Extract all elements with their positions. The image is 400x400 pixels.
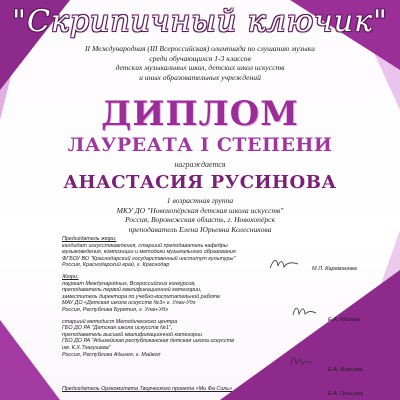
signature-makhova	[290, 303, 318, 319]
laureate-degree: ЛАУРЕАТА I СТЕПЕНИ	[67, 134, 333, 156]
jury-block	[62, 274, 307, 358]
jury-member2-line: им. К.Х.Тхагушева"	[62, 344, 111, 351]
jury-heading: Жюри:	[62, 274, 79, 280]
jury-chair-line: Россия, Краснодарский край, г. Краснодар	[62, 262, 170, 269]
project-title: "Скрипичный ключик"	[12, 4, 388, 39]
jury-member2-line: ГБО ДО РА "Детская школа искусств №1",	[62, 325, 173, 332]
jury-member2-line: старший методист Методического центра	[62, 318, 178, 325]
signature-karamanova	[268, 256, 300, 272]
detail-line: МКУ ДО "Новохопёрская детская школа искусств"	[116, 205, 284, 215]
intro-line: и иных образовательных учреждений	[139, 72, 261, 82]
jury-member2-line: ГБО ДО РА "Адыгейская республиканская детская школа искусств	[62, 338, 234, 345]
intro-line: детских музыкальных школ, детских школ искусств	[115, 63, 285, 73]
jury-chair-line: кандидат искусствоведения, старший преподаватель кафедры	[62, 242, 228, 249]
organizer-line: Председатель Оргкомитета Творческого проекта «Ми Фа Соль»	[62, 386, 233, 392]
jury-member1-line: лауреат Международных, Всероссийских конкурсов,	[62, 280, 196, 287]
signature-firsova	[288, 352, 314, 368]
jury-chair-heading: Председатель жюри:	[62, 236, 117, 242]
diploma-heading: ДИПЛОМ	[101, 94, 299, 134]
detail-line: 1 возрастная группа	[166, 196, 234, 205]
recipient-details	[0, 196, 400, 234]
intro-line: среди обучающихся 1-3 классов	[149, 53, 251, 63]
organizer-signatory: Е.А. Гришина	[328, 391, 364, 397]
detail-line: Россия, Воронежская область, г. Новохопёрск	[124, 215, 276, 225]
organizer-block	[62, 386, 307, 393]
olympiad-description	[0, 44, 400, 82]
member2-signatory: Е.А. Фирсова	[328, 367, 363, 373]
jury-member2-line: преподаватель высшей квалификационной категории	[62, 331, 203, 338]
jury-chair-signatory: М.Л. Караманова	[312, 266, 357, 272]
awarded-label: награждается	[174, 160, 226, 169]
member1-signatory: Е.А. Махова	[328, 317, 360, 323]
intro-line: II Международная (III Всероссийская) олимпиада по слушанию музыки	[85, 44, 315, 53]
jury-chair-line: музыковедения, композиции и методики музыкального образования	[62, 249, 236, 256]
detail-line: преподаватель Елена Юрьевна Колесникова	[128, 224, 272, 234]
jury-member1-line: преподаватель первой квалификационной категории,	[62, 287, 202, 294]
recipient-name: АНАСТАСИЯ РУСИНОВА	[63, 172, 337, 193]
jury-member2-line: Россия, Республика Адыгея, г. Майкоп	[62, 351, 161, 358]
jury-chair-line: ФГБОУ ВО "Краснодарский государственный институт культуры"	[62, 255, 236, 262]
jury-member1-line: заместитель директора по учебно-воспитательной работе	[62, 293, 221, 300]
decor-wedge-bottom-left	[0, 320, 60, 400]
jury-member1-line: Россия, Республика Бурятия, г. Улан-Удэ	[62, 306, 168, 313]
jury-member1-line: МАУ ДО «Детская школа искусств №3» г. Улан-Удэ	[62, 300, 196, 307]
